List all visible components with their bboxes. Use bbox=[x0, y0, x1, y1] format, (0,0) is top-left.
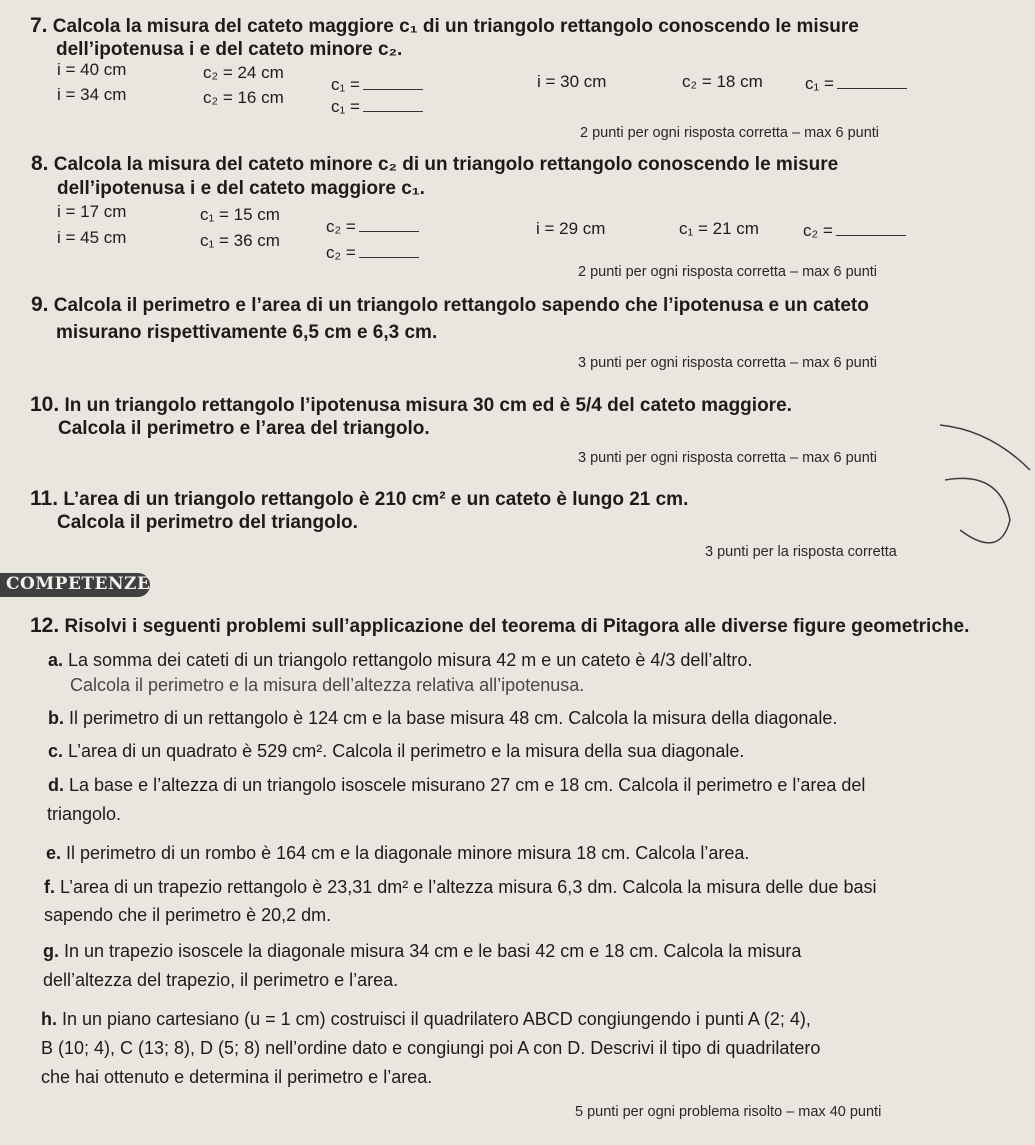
ex12-item-h-line3: che hai ottenuto e determina il perimetro e l’area. bbox=[41, 1067, 433, 1087]
ex12-item-a-line1: a. La somma dei cateti di un triangolo rettangolo misura 42 m e un cateto è 4/3 dell’altro. bbox=[48, 650, 753, 670]
ex12-item-a-line2: Calcola il perimetro e la misura dell’altezza relativa all’ipotenusa. bbox=[70, 675, 585, 695]
ex12-item-h-line2: B (10; 4), C (13; 8), D (5; 8) nell’ordine dato e congiungi poi A con D. Descrivi il tipo di quadrilatero bbox=[41, 1038, 821, 1058]
ex11-points: 3 punti per la risposta corretta bbox=[705, 544, 897, 560]
ex7-number: 7. bbox=[30, 14, 48, 37]
ex12-item-f-line2: sapendo che il perimetro è 20,2 dm. bbox=[44, 905, 332, 925]
ex9-title-line2: misurano rispettivamente 6,5 cm e 6,3 cm. bbox=[56, 322, 438, 343]
ex8-r2-blank[interactable] bbox=[359, 257, 419, 258]
ex9-title-text1: Calcola il perimetro e l’area di un triangolo rettangolo sapendo che l’ipotenusa e un cateto bbox=[53, 295, 869, 316]
ex12-title-text: Risolvi i seguenti problemi sull’applicazione del teorema di Pitagora alle diverse figure geometriche. bbox=[64, 616, 970, 637]
ex8-r2-hyp: i = 45 cm bbox=[57, 228, 127, 247]
ex7-r3-leg: c₂ = 18 cm bbox=[682, 72, 763, 91]
ex10-points: 3 punti per ogni risposta corretta – max 6 punti bbox=[578, 450, 878, 466]
ex8-r3-leg: c₁ = 21 cm bbox=[679, 219, 759, 238]
ex7-r2-hyp: i = 34 cm bbox=[57, 85, 127, 104]
ex11-title-line2: Calcola il perimetro del triangolo. bbox=[57, 512, 358, 533]
ex7-r2-leg: c₂ = 16 cm bbox=[203, 88, 284, 107]
ex8-r3-hyp: i = 29 cm bbox=[536, 219, 606, 238]
ex11-title-line1 bbox=[30, 487, 688, 511]
ex8-r2-ans: c₂ = bbox=[326, 243, 419, 263]
ex10-title-line1 bbox=[30, 393, 792, 417]
ex7-r1-ans: c₁ = bbox=[331, 75, 423, 95]
ex8-title-line1 bbox=[31, 152, 838, 176]
ex7-title-line2: dell’ipotenusa i e del cateto minore c₂. bbox=[56, 39, 403, 60]
ex12-item-e: e. Il perimetro di un rombo è 164 cm e la diagonale minore misura 18 cm. Calcola l’area. bbox=[46, 843, 750, 863]
ex10-title-text1: In un triangolo rettangolo l’ipotenusa misura 30 cm ed è 5/4 del cateto maggiore. bbox=[64, 395, 792, 416]
section-badge-label: COMPETENZE bbox=[6, 574, 151, 594]
ex10-title-line2: Calcola il perimetro e l’area del triangolo. bbox=[58, 418, 430, 439]
ex12-title bbox=[30, 614, 969, 638]
ex11-title-text1: L’area di un triangolo rettangolo è 210 cm² e un cateto è lungo 21 cm. bbox=[63, 489, 689, 510]
ex8-r1-leg: c₁ = 15 cm bbox=[200, 205, 280, 224]
ex7-r3-ans: c₁ = bbox=[805, 74, 907, 94]
ex7-r1-blank[interactable] bbox=[363, 89, 423, 90]
ex8-r3-ans: c₂ = bbox=[803, 221, 906, 241]
ex7-points: 2 punti per ogni risposta corretta – max 6 punti bbox=[580, 125, 880, 141]
ex9-points: 3 punti per ogni risposta corretta – max 6 punti bbox=[578, 355, 878, 371]
ex7-title-text1: Calcola la misura del cateto maggiore c₁ di un triangolo rettangolo conoscendo le misure bbox=[52, 16, 859, 37]
ex7-r3-hyp: i = 30 cm bbox=[537, 72, 607, 91]
ex8-title-line2: dell’ipotenusa i e del cateto maggiore c₁. bbox=[57, 178, 425, 199]
ex8-title-text1: Calcola la misura del cateto minore c₂ di un triangolo rettangolo conoscendo le misure bbox=[53, 154, 839, 175]
ex7-r1-hyp: i = 40 cm bbox=[57, 60, 127, 79]
ex12-item-b: b. Il perimetro di un rettangolo è 124 cm e la base misura 48 cm. Calcola la misura della diagonale. bbox=[48, 708, 838, 728]
ex8-number: 8. bbox=[31, 152, 49, 175]
ex12-points: 5 punti per ogni problema risolto – max 40 punti bbox=[575, 1104, 882, 1120]
pencil-curve-top bbox=[940, 425, 1030, 470]
ex12-item-d-line2: triangolo. bbox=[47, 804, 122, 824]
ex7-r2-ans: c₁ = bbox=[331, 97, 423, 117]
ex7-r3-blank[interactable] bbox=[837, 88, 907, 89]
ex7-r1-leg: c₂ = 24 cm bbox=[203, 63, 284, 82]
ex12-item-f-line1: f. L’area di un trapezio rettangolo è 23,31 dm² e l’altezza misura 6,3 dm. Calcola la misura delle due basi bbox=[44, 877, 877, 897]
ex8-r3-blank[interactable] bbox=[836, 235, 906, 236]
ex7-r2-blank[interactable] bbox=[363, 111, 423, 112]
ex12-item-d-line1: d. La base e l’altezza di un triangolo isoscele misurano 27 cm e 18 cm. Calcola il perimetro e l’area del bbox=[48, 775, 866, 795]
ex8-r1-hyp: i = 17 cm bbox=[57, 202, 127, 221]
section-badge bbox=[0, 573, 150, 597]
ex11-number: 11. bbox=[30, 487, 59, 510]
ex8-r2-leg: c₁ = 36 cm bbox=[200, 231, 280, 250]
ex12-item-c: c. L’area di un quadrato è 529 cm². Calcola il perimetro e la misura della sua diagonale. bbox=[48, 741, 745, 761]
ex8-points: 2 punti per ogni risposta corretta – max 6 punti bbox=[578, 264, 878, 280]
ex9-title-line1 bbox=[31, 293, 869, 317]
ex8-r1-blank[interactable] bbox=[359, 231, 419, 232]
ex12-item-g-line2: dell’altezza del trapezio, il perimetro e l’area. bbox=[43, 970, 399, 990]
ex12-number: 12. bbox=[30, 614, 60, 637]
ex10-number: 10. bbox=[30, 393, 60, 416]
ex12-item-g-line1: g. In un trapezio isoscele la diagonale misura 34 cm e le basi 42 cm e 18 cm. Calcola la misura bbox=[43, 941, 802, 961]
ex8-r1-ans: c₂ = bbox=[326, 217, 419, 237]
ex12-item-h-line1: h. In un piano cartesiano (u = 1 cm) costruisci il quadrilatero ABCD congiungendo i punti A (2; 4), bbox=[41, 1009, 811, 1029]
ex7-title-line1 bbox=[30, 14, 859, 38]
ex9-number: 9. bbox=[31, 293, 49, 316]
pencil-curve-bottom bbox=[945, 478, 1010, 543]
